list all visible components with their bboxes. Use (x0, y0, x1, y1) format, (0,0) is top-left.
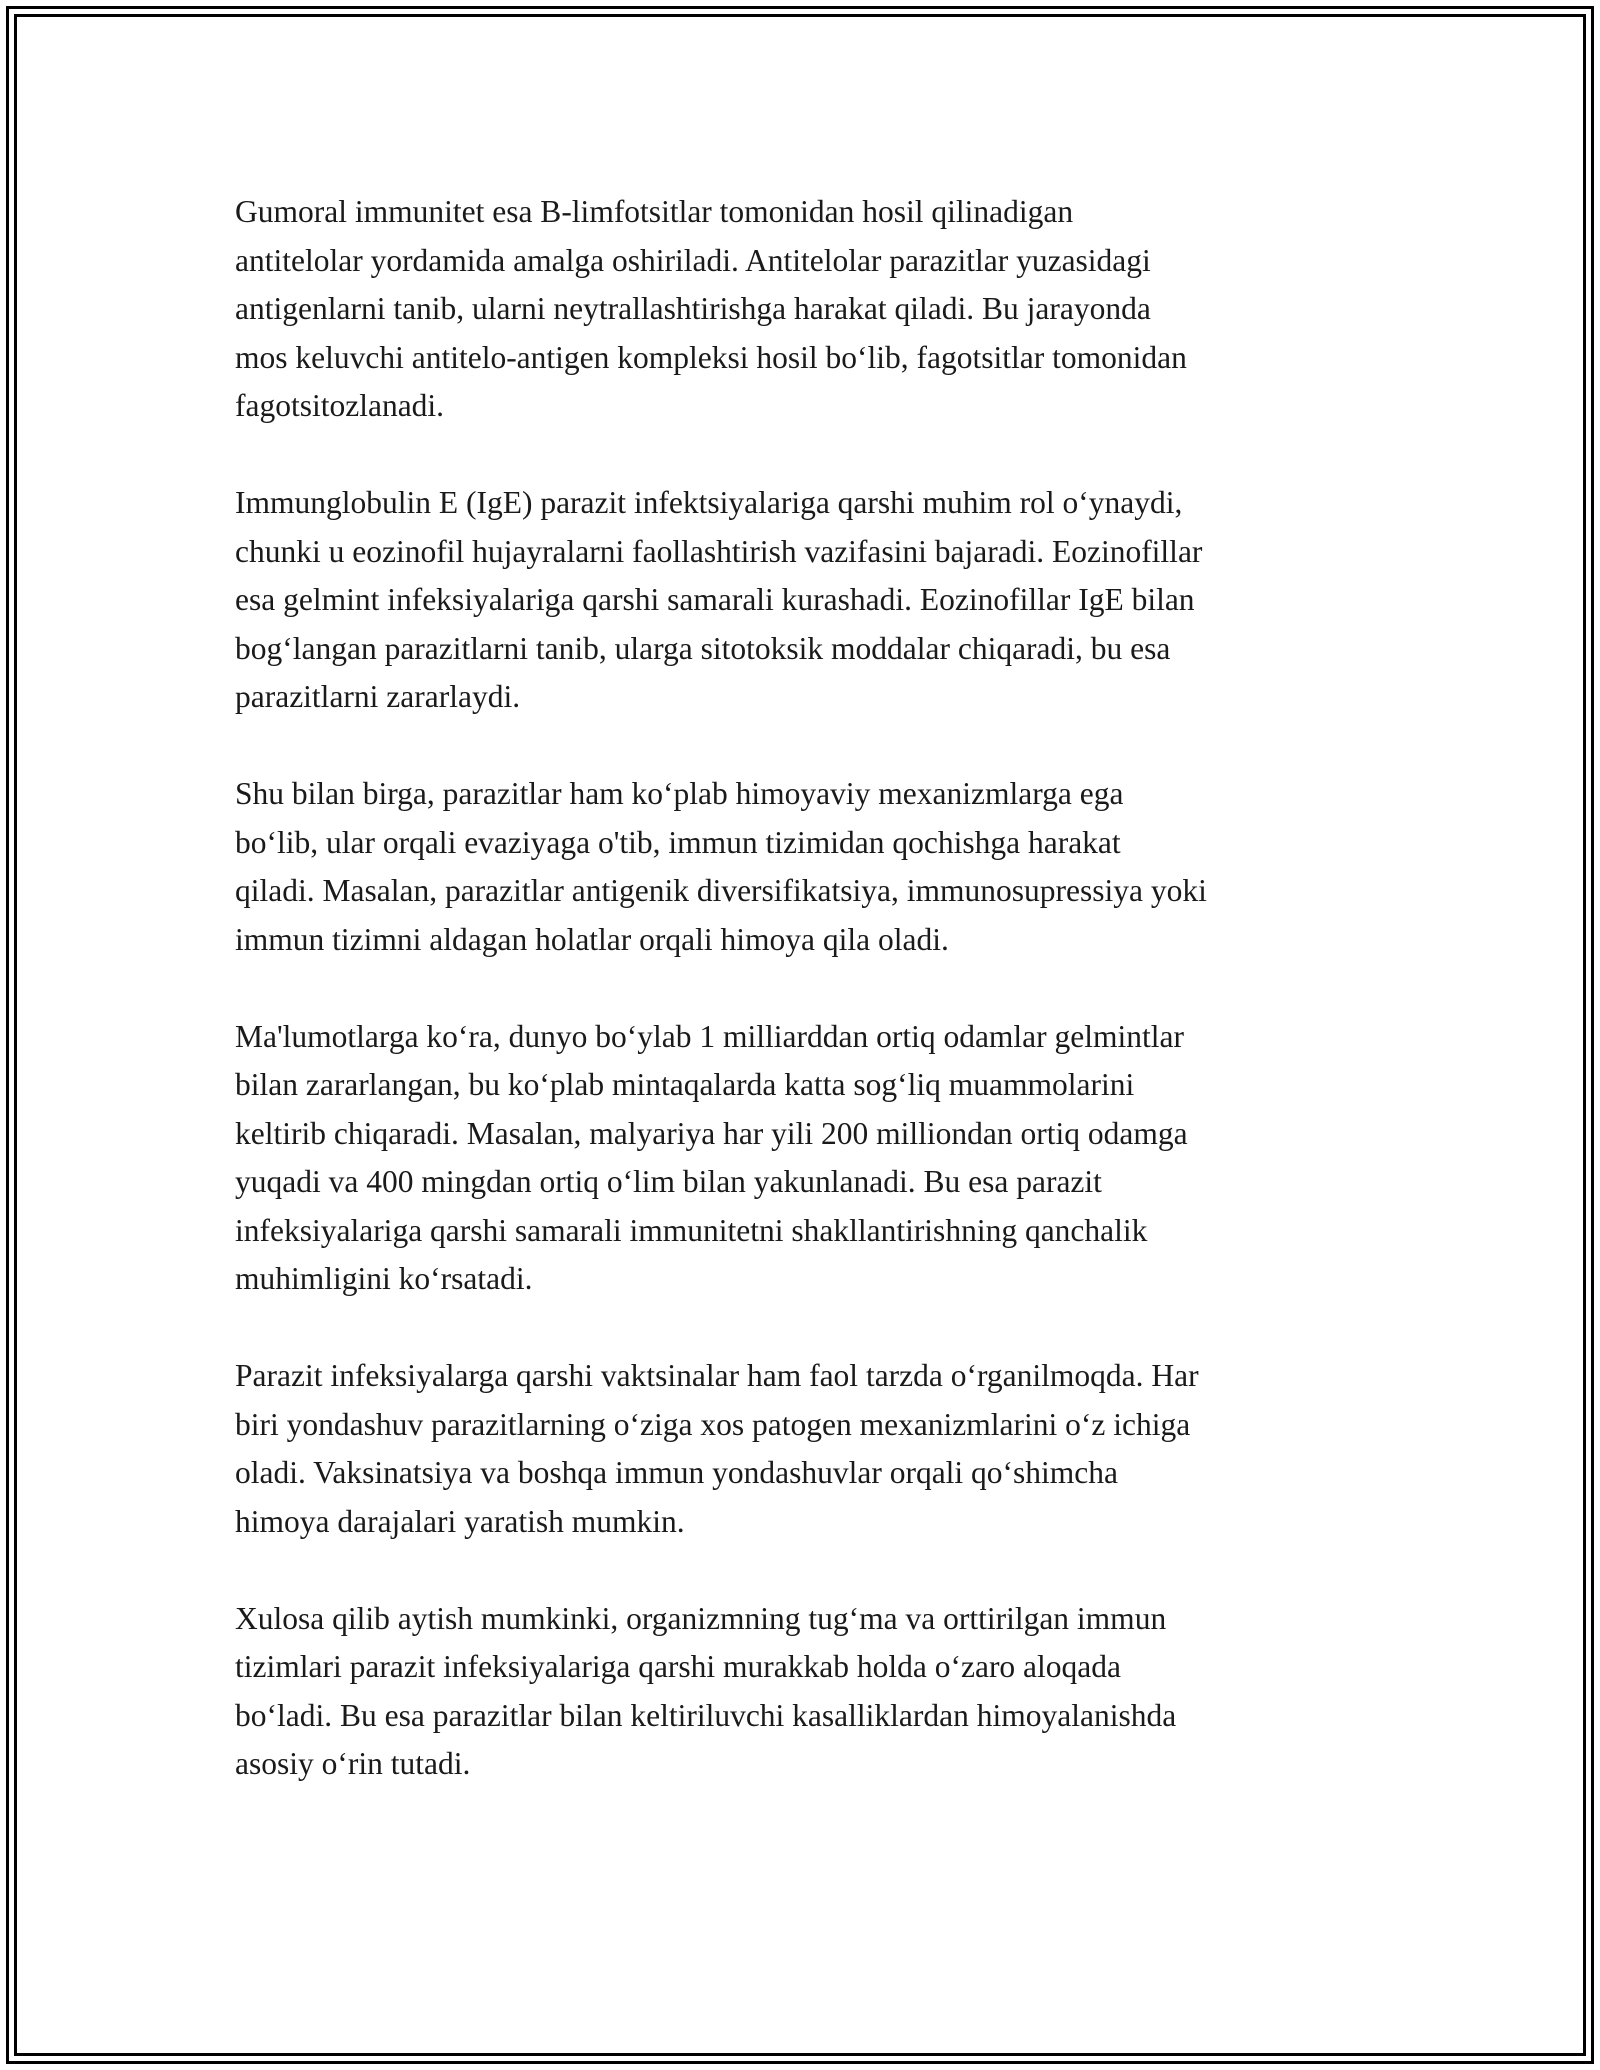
text-line: Shu bilan birga, parazitlar ham ko‘plab himoyaviy mexanizmlarga ega (235, 776, 1124, 811)
text-line: esa gelmint infeksiyalariga qarshi samarali kurashadi. Eozinofillar IgE bilan (235, 582, 1195, 617)
paragraph-vaccines (235, 1352, 1365, 1546)
text-line: fagotsitozlanadi. (235, 388, 445, 423)
text-line: chunki u eozinofil hujayralarni faollashtirish vazifasini bajaradi. Eozinofillar (235, 533, 1203, 569)
text-line: parazitlarni zararlaydi. (235, 679, 521, 714)
text-line: antigenlarni tanib, ularni neytrallashtirishga harakat qiladi. Bu jarayonda (235, 291, 1151, 326)
paragraph-humoral-immunity (235, 188, 1365, 431)
text-line: keltirib chiqaradi. Masalan, malyariya har yili 200 milliondan ortiq odamga (235, 1115, 1188, 1151)
text-line: asosiy o‘rin tutadi. (235, 1746, 471, 1781)
text-line: oladi. Vaksinatsiya va boshqa immun yondashuvlar orqali qo‘shimcha (235, 1455, 1119, 1490)
text-line: Xulosa qilib aytish mumkinki, organizmning tug‘ma va orttirilgan immun (235, 1600, 1167, 1636)
text-line: Gumoral immunitet esa B-limfotsitlar tomonidan hosil qilinadigan (235, 194, 1074, 229)
text-line: antitelolar yordamida amalga oshiriladi. Antitelolar parazitlar yuzasidagi (235, 242, 1151, 278)
text-line: bilan zararlangan, bu ko‘plab mintaqalarda katta sog‘liq muammolarini (235, 1067, 1135, 1102)
text-line: muhimligini ko‘rsatadi. (235, 1261, 533, 1296)
text-line: biri yondashuv parazitlarning o‘ziga xos patogen mexanizmlarini o‘z ichiga (235, 1406, 1191, 1442)
text-line: qiladi. Masalan, parazitlar antigenik diversifikatsiya, immunosupressiya yoki (235, 873, 1207, 908)
text-line: Immunglobulin E (IgE) parazit infektsiyalariga qarshi muhim rol o‘ynaydi, (235, 485, 1183, 520)
text-line: bo‘ladi. Bu esa parazitlar bilan keltiriluvchi kasalliklardan himoyalanishda (235, 1697, 1177, 1733)
text-line: bo‘lib, ular orqali evaziyaga o'tib, immun tizimidan qochishga harakat (235, 824, 1121, 860)
text-line: himoya darajalari yaratish mumkin. (235, 1503, 685, 1539)
text-line: mos keluvchi antitelo-antigen kompleksi hosil bo‘lib, fagotsitlar tomonidan (235, 339, 1187, 375)
text-line: Ma'lumotlarga ko‘ra, dunyo bo‘ylab 1 milliarddan ortiq odamlar gelmintlar (235, 1018, 1184, 1054)
text-line: immun tizimni aldagan holatlar orqali himoya qila oladi. (235, 921, 949, 957)
text-line: yuqadi va 400 mingdan ortiq o‘lim bilan yakunlanadi. Bu esa parazit (235, 1164, 1102, 1199)
text-line: Parazit infeksiyalarga qarshi vaktsinalar ham faol tarzda o‘rganilmoqda. Har (235, 1358, 1199, 1393)
text-line: infeksiyalariga qarshi samarali immunitetni shakllantirishning qanchalik (235, 1212, 1148, 1248)
document-body (235, 188, 1365, 1837)
paragraph-conclusion (235, 1595, 1365, 1789)
paragraph-ige (235, 479, 1365, 722)
text-line: bog‘langan parazitlarni tanib, ularga sitotoksik moddalar chiqaradi, bu esa (235, 630, 1171, 666)
text-line: tizimlari parazit infeksiyalariga qarshi murakkab holda o‘zaro aloqada (235, 1649, 1121, 1684)
paragraph-statistics (235, 1013, 1365, 1304)
paragraph-parasite-evasion (235, 770, 1365, 964)
